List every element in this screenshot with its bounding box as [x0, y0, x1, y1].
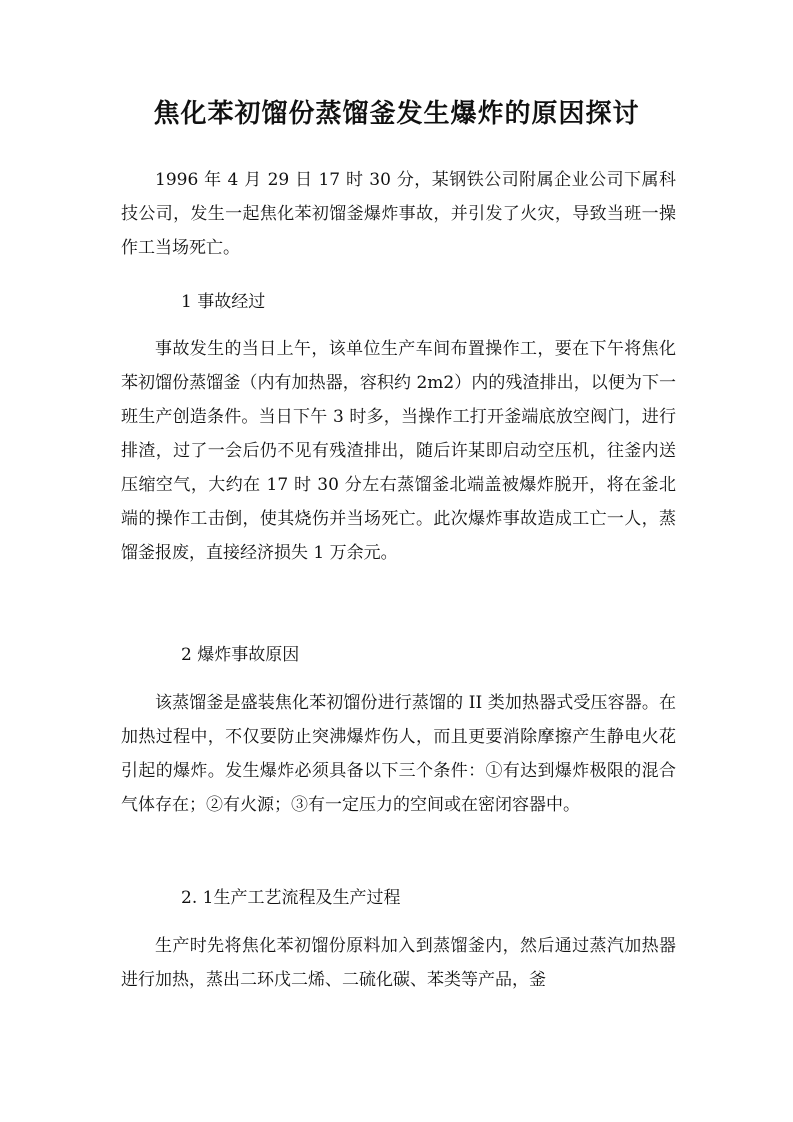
section-2-paragraph: 该蒸馏釜是盛装焦化苯初馏份进行蒸馏的 II 类加热器式受压容器。在加热过程中，不仅要防止突沸爆炸伤人，而且更要消除摩擦产生静电火花引起的爆炸。发生爆炸必须具备以下三个条件：①有达到爆炸极限的混合气体存在；②有火源；③有一定压力的空间或在密闭容器中。: [121, 693, 676, 815]
document-title: 焦化苯初馏份蒸馏釜发生爆炸的原因探讨: [153, 99, 640, 129]
section-heading-1: 1 事故经过: [181, 292, 266, 312]
section-heading-2-1: 2. 1生产工艺流程及生产过程: [181, 888, 401, 908]
section-2-1-paragraph: 生产时先将焦化苯初馏份原料加入到蒸馏釜内，然后通过蒸汽加热器进行加热，蒸出二环戊二烯、二硫化碳、苯类等产品，釜: [121, 936, 676, 990]
intro-paragraph: 1996 年 4 月 29 日 17 时 30 分，某钢铁公司附属企业公司下属科技公司，发生一起焦化苯初馏釜爆炸事故，并引发了火灾，导致当班一操作工当场死亡。: [121, 170, 676, 258]
section-heading-2: 2 爆炸事故原因: [181, 645, 300, 665]
section-1-paragraph: 事故发生的当日上午，该单位生产车间布置操作工，要在下午将焦化苯初馏份蒸馏釜（内有加热器，容积约 2m2）内的残渣排出，以便为下一班生产创造条件。当日下午 3 时多，当操作工打开釜端底放空阀门，进行排渣，过了一会后仍不见有残渣排出，随后许某即启动空压机，往釜内送压缩空气，大约在 17 时 30 分左右蒸馏釜北端盖被爆炸脱开，将在釜北端的操作工击倒，使其烧伤并当场死亡。此次爆炸事故造成工亡一人，蒸馏釜报废，直接经济损失 1 万余元。: [121, 339, 676, 563]
